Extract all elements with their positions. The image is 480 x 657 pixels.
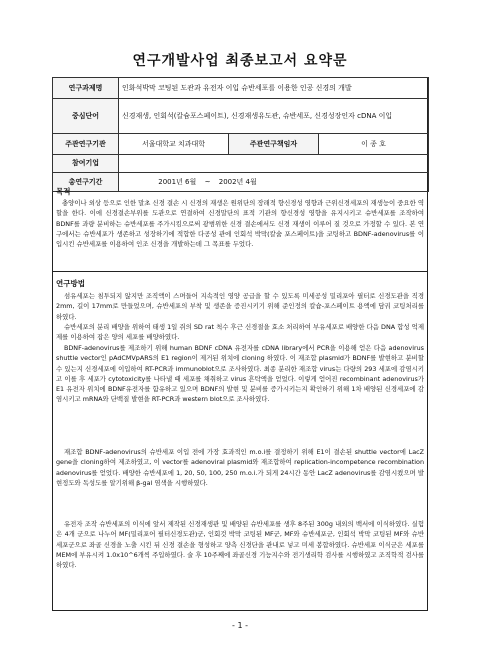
purpose-text: 충양이나 외상 등으로 인한 말초 신경 결손 시 신경의 재생은 원위단의 장래적 향신경성 영향과 근위신경세포의 재생능이 중요한 역할을 한다. 이에 신경결손부위를 도관으로 연결하여 신경말단의 표적 기관의 향신경성 영향을 유지시키고 슈반세포를 조작하여 BDNF를 과량 분비하는 슈반세포를 주가시킴으로써 광범위한 신경 결손에서도 신경 재생이 이루어 질 것으로 가정할 수 있다. 본 연구에서는 슈반세포가 생존하고 성장하기에 적합한 다공성 관에 인회석 박막(칼슘 포스페이트)을 코팅하고 BDNF-adenovirus를 이입시킨 슈반세포를 이용하여 인조 신경을 개발하는데 그 목표를 두었다. (56, 199, 424, 249)
purpose-heading: 목적 (56, 187, 71, 196)
period-row (53, 173, 429, 192)
keywords-value: 신경재생, 인회석(칼슘포스페이트), 신경재생유도관, 슈반세포, 신경성장인자 cDNA 이입 (119, 99, 429, 134)
method-paragraph-5: 유전자 조작 슈반세포의 이식에 앞서 제작된 신경재생관 및 배양된 슈반세포를 생후 8주된 300g 내외의 백서에 이식하였다. 실험은 4개 군으로 나누어 MF(밀리포어 필터신경도관)군, 인회것 박막 코팅된 MF군, MF와 슈반세포군, 인회석 박막 코팅된 MF와 슈반세포군으로 좌골 신경을 노출 시킨 뒤 신경 결손을 형성하고 양측 신경단을 관내로 넣고 미세 봉합하였다. 슈반세포 이식군은 세포를 MEM에 부유시켜 1.0x10^6개씩 주입하였다. 술 후 10주째에 좌골신경 기능지수와 전기생리학 검사를 시행하였고 조직학적 검사를 하였다. (56, 520, 424, 570)
org-label: 주관연구기관 (53, 134, 119, 155)
keywords-row (53, 99, 429, 134)
org-value: 서울대학교 치과대학 (119, 134, 229, 155)
partner-value (119, 155, 429, 173)
partner-label: 참여기업 (53, 155, 119, 173)
period-label: 총연구기간 (53, 173, 119, 192)
method-paragraph-3: BDNF-adenovirus를 제조하기 위해 human BDNF cDNA 유전자를 cDNA library에서 PCR을 이용해 얻은 다음 adenovirus shuttle vector인 pAdCMVpARS의 E1 region이 제거된 위치에 cloning 하였다. 이 재조합 plasmid가 BDNF를 발현하고 분비할 수 있는지 신경세포에 이입하여 RT-PCR과 immunoblot으로 조사하였다. 최종 분리한 재조합 virus는 다량의 293 세포에 감염시키고 이를 후 세포가 cytotoxicity를 나타낼 때 세포를 채취하고 virus 흔탁액을 얻었다. 이렇게 얻어진 recombinant adenovirus가 E1 유전자 위치에 BDNF유전자를 함유하고 있으며 BDNF의 발현 및 분비를 증가시키는지 확인하기 위해 1차 배양된 신경세포에 감염시키고 mRNA와 단백질 발현을 RT-PCR과 western blot으로 조사하였다. (56, 344, 424, 404)
partner-row (53, 155, 429, 173)
period-end: 2002년 4월 (218, 177, 257, 186)
pi-label: 주관연구책임자 (229, 134, 319, 155)
page-number: - 1 - (232, 621, 248, 630)
project-value: 인화석박막 코팅된 도관과 유전자 이입 슈반세포를 이용한 인공 신경의 개발 (119, 78, 429, 99)
section-divider (52, 271, 428, 272)
project-label: 연구과제명 (53, 78, 119, 99)
method-paragraph-2: 슈반세포의 분리 배양을 위하여 태생 1일 쥐의 SD rat 척수 후근 신경절을 효소 처리하여 부유세포로 배양한 다음 DNA 합성 억제제를 이용하여 잡은 양의 세포를 배양하였다. (56, 323, 424, 342)
project-row (53, 78, 429, 99)
page-title: 연구개발사업 최종보고서 요약문 (132, 53, 348, 69)
pi-value: 이 종 호 (319, 134, 429, 155)
org-row (53, 134, 429, 155)
method-heading: 연구방법 (56, 279, 85, 288)
keywords-label: 중심단어 (53, 99, 119, 134)
period-value (119, 173, 429, 192)
period-separator: ~ (204, 177, 211, 186)
period-start: 2001년 6월 (158, 177, 197, 186)
method-paragraph-1: 섬유세포는 침투되지 않지만 조직액이 스며들어 지속적인 영양 공급을 할 수 있도록 미세공성 밀리포아 필터로 신경도관을 직경 2mm, 길이 17mm로 만들었으며, 슈반세포의 부착 및 생존을 증진시키기 위해 준인정의 칼슘-포스페이트 용액에 담궈 코팅처리를 하였다. (56, 292, 424, 321)
info-table (52, 77, 429, 192)
method-paragraph-4: 재조합 BDNF-adenovirus의 슈반세포 이입 전에 가장 효과적인 m.o.i를 결정하기 위해 E1이 결손된 shuttle vector에 LacZ gene을 cloning하여 제조하였고, 이 vector를 adenoviral plasmid와 재조합하여 replication-incompetence recombination adenovirus를 얻었다. 배양한 슈반세포에 1, 20, 50, 100, 250 m.o.i.가 되게 24시간 동안 LacZ adenovirus를 감염시켰으며 발현정도와 독성도를 알기위해 β-gal 염색을 시행하였다. (56, 448, 424, 487)
